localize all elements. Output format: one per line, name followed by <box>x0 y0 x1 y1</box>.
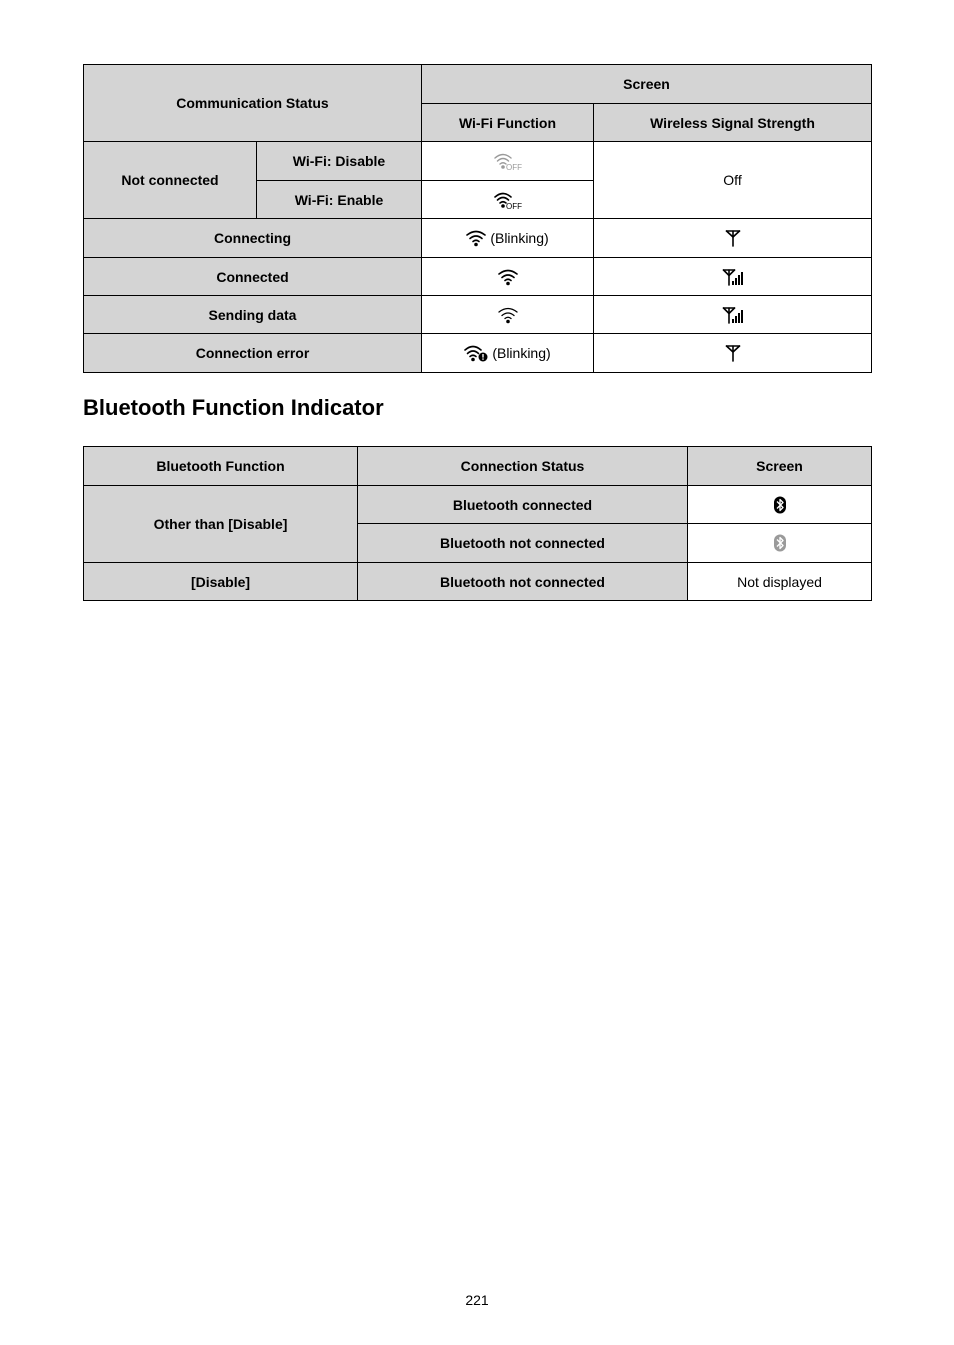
blinking-label: (Blinking) <box>492 344 551 361</box>
wifi-off-icon <box>494 190 522 210</box>
wifi-error-icon <box>464 344 488 362</box>
bt-connected-cell <box>688 486 872 524</box>
bluetooth-status-table <box>83 446 872 601</box>
wifi-icon <box>498 267 518 283</box>
header-signal-strength: Wireless Signal Strength <box>594 104 872 142</box>
row-bt-connected: Bluetooth connected <box>358 486 688 524</box>
header-screen: Screen <box>688 447 872 486</box>
header-wifi-function: Wi-Fi Function <box>422 104 594 142</box>
row-not-connected: Not connected <box>84 142 257 219</box>
header-communication-status: Communication Status <box>84 65 422 142</box>
svg-text:OFF: OFF <box>505 163 522 171</box>
antenna-cell <box>594 219 872 258</box>
wifi-off-cell <box>422 181 594 219</box>
row-sending-data: Sending data <box>84 296 422 334</box>
header-screen: Screen <box>422 65 872 104</box>
antenna-signal-icon <box>722 305 744 321</box>
row-other-than-disable: Other than [Disable] <box>84 486 358 563</box>
error-wifi-cell <box>422 334 594 373</box>
not-displayed: Not displayed <box>688 563 872 601</box>
wifi-icon <box>466 229 486 247</box>
blinking-label: (Blinking) <box>490 229 549 246</box>
bluetooth-gray-icon <box>773 534 787 550</box>
antenna-icon <box>725 229 741 245</box>
row-connecting: Connecting <box>84 219 422 258</box>
row-disable: [Disable] <box>84 563 358 601</box>
error-antenna-cell <box>594 334 872 373</box>
wifi-off-gray-cell <box>422 142 594 181</box>
svg-text:OFF: OFF <box>505 201 522 210</box>
connecting-cell <box>422 219 594 258</box>
row-bt-not-connected: Bluetooth not connected <box>358 524 688 563</box>
header-bluetooth-function: Bluetooth Function <box>84 447 358 486</box>
connected-wifi-cell <box>422 258 594 296</box>
row-connected: Connected <box>84 258 422 296</box>
connected-signal-cell <box>594 258 872 296</box>
row-connection-error: Connection error <box>84 334 422 373</box>
wifi-icon <box>498 305 518 321</box>
bluetooth-icon <box>773 495 787 511</box>
antenna-icon <box>725 344 741 360</box>
row-wifi-disable: Wi-Fi: Disable <box>257 142 422 181</box>
antenna-signal-icon <box>722 267 744 283</box>
page-number: 221 <box>465 1292 489 1308</box>
bt-not-connected-cell <box>688 524 872 563</box>
section-heading: Bluetooth Function Indicator <box>83 395 384 420</box>
header-connection-status: Connection Status <box>358 447 688 486</box>
wifi-status-table <box>83 64 872 373</box>
sending-signal-cell <box>594 296 872 334</box>
row-wifi-enable: Wi-Fi: Enable <box>257 181 422 219</box>
row-bt-not-connected-2: Bluetooth not connected <box>358 563 688 601</box>
sending-wifi-cell <box>422 296 594 334</box>
signal-off: Off <box>594 142 872 219</box>
wifi-off-gray-icon <box>494 152 522 171</box>
